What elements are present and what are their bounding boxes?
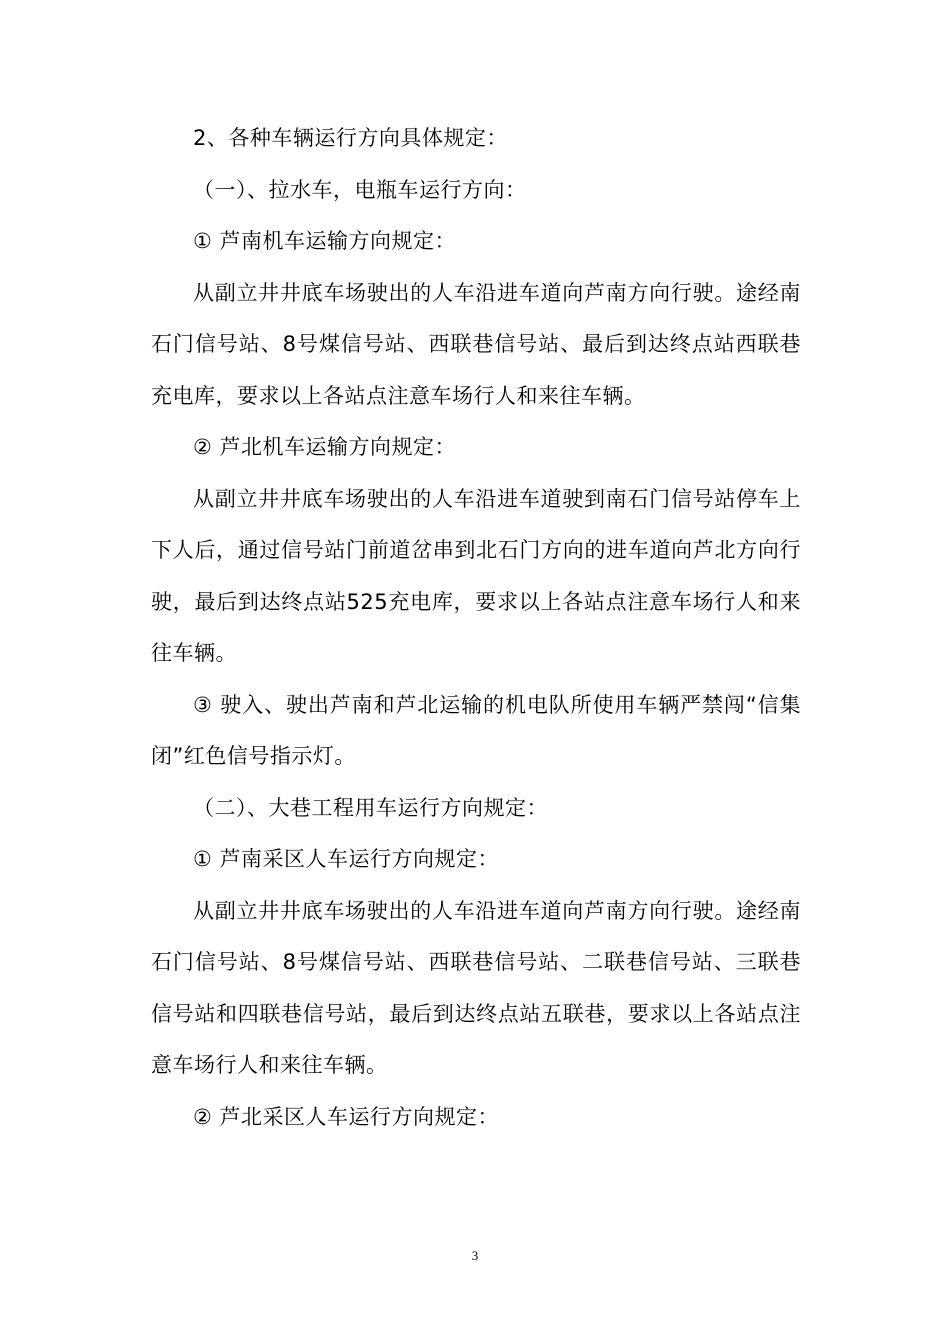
page-number: 3 xyxy=(471,1248,479,1263)
paragraph-lunan-locomotive-route: 从副立井井底车场驶出的人车沿进车道向芦南方向行驶。途经南石门信号站、8号煤信号站、西联巷信号站、最后到达终点站西联巷充电库，要求以上各站点注意车场行人和来往车辆。 xyxy=(151,280,801,408)
subsection-heading-water-battery-cars: （一）、拉水车，电瓶车运行方向： xyxy=(193,177,527,202)
paragraph-signal-light-rule: ③ 驶入、驶出芦南和芦北运输的机电队所使用车辆严禁闯“信集闭”红色信号指示灯。 xyxy=(151,692,801,768)
paragraph-lubei-locomotive-route: 从副立井井底车场驶出的人车沿进车道驶到南石门信号站停车上下人后，通过信号站门前道岔串到北石门方向的进车道向芦北方向行驶，最后到达终点站525充电库，要求以上各站点注意车场行人和来往车辆。 xyxy=(151,486,801,665)
item-heading-lubei-locomotive: ② 芦北机车运输方向规定： xyxy=(193,435,457,459)
item-heading-lubei-mining-area: ② 芦北采区人车运行方向规定： xyxy=(193,1104,500,1129)
item-heading-lunan-mining-area: ① 芦南采区人车运行方向规定： xyxy=(193,847,500,871)
paragraph-lunan-mining-area-route: 从副立井井底车场驶出的人车沿进车道向芦南方向行驶。途经南石门信号站、8号煤信号站、西联巷信号站、二联巷信号站、三联巷信号站和四联巷信号站，最后到达终点站五联巷，要求以上各站点注意车场行人和来往车辆。 xyxy=(151,898,801,1077)
section-heading-vehicle-rules: 2、各种车辆运行方向具体规定： xyxy=(193,126,508,150)
item-heading-lunan-locomotive: ① 芦南机车运输方向规定： xyxy=(193,229,457,253)
document-body xyxy=(151,113,801,1143)
subsection-heading-roadway-engineering-vehicles: （二）、大巷工程用车运行方向规定： xyxy=(193,795,548,820)
